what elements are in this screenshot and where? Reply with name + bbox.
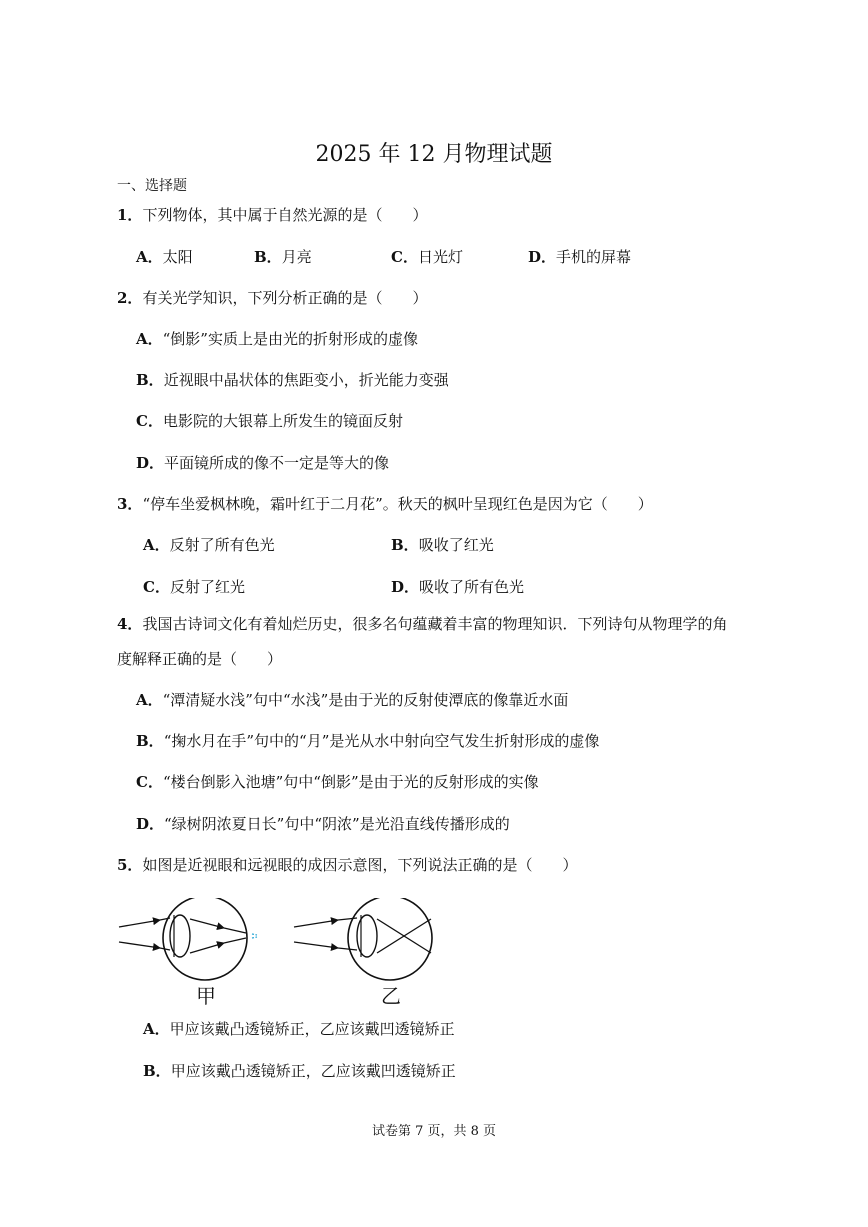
question-number: 5． [117, 856, 143, 874]
option-label: A． [143, 1020, 170, 1038]
question-number: 1． [117, 206, 143, 224]
option-label: D． [136, 815, 165, 833]
option-label: B． [136, 732, 164, 750]
figure-label-right: 乙 [381, 984, 401, 1008]
option-label: C． [143, 578, 170, 596]
option-text: 甲应该戴凸透镜矫正，乙应该戴凹透镜矫正 [170, 1062, 456, 1080]
option-text: 平面镜所成的像不一定是等大的像 [164, 454, 390, 472]
ray-right-top-in [294, 920, 338, 927]
question-5 [117, 855, 577, 875]
question-1 [117, 205, 427, 225]
option-text: 反射了所有色光 [169, 536, 275, 554]
option-4c [136, 772, 539, 792]
option-label: B． [254, 248, 282, 266]
option-label: C． [136, 412, 163, 430]
option-1d [528, 247, 631, 267]
option-label: A． [136, 330, 163, 348]
option-label: A． [136, 248, 163, 266]
option-label: D． [391, 578, 420, 596]
option-label: C． [391, 248, 418, 266]
option-label: B． [143, 1062, 171, 1080]
question-4-line-2: 度解释正确的是（ ） [117, 650, 283, 668]
option-5b [143, 1061, 456, 1081]
question-3 [117, 494, 653, 514]
option-label: D． [528, 248, 557, 266]
option-label: B． [136, 371, 164, 389]
figure-label-left: 甲 [196, 984, 216, 1008]
option-label: B． [391, 536, 419, 554]
option-text: 甲应该戴凸透镜矫正，乙应该戴凹透镜矫正 [169, 1020, 455, 1038]
lens-left [170, 915, 190, 957]
question-text: 有关光学知识，下列分析正确的是（ ） [142, 289, 428, 307]
focus-mark-top [252, 934, 257, 935]
option-3d [391, 577, 524, 597]
option-text: 太阳 [162, 248, 193, 266]
option-1c [391, 247, 463, 267]
option-text: “倒影”实质上是由光的折射形成的虚像 [162, 330, 418, 348]
question-text: “停车坐爱枫林晚，霜叶红于二月花”。秋天的枫叶呈现红色是因为它（ ） [142, 495, 653, 513]
option-label: C． [136, 773, 163, 791]
ray-left-top-out-2 [224, 928, 246, 933]
option-text: 吸收了红光 [418, 536, 494, 554]
question-4 [117, 614, 727, 634]
option-2b [136, 370, 449, 390]
eyeball-left [163, 898, 247, 980]
option-3c [143, 577, 245, 597]
option-4a [136, 690, 568, 710]
ray-left-top-out [190, 919, 224, 928]
option-text: “掬水月在手”句中的“月”是光从水中射向空气发生折射形成的虚像 [163, 732, 600, 750]
question-number: 4． [117, 615, 143, 633]
option-text: 吸收了所有色光 [419, 578, 525, 596]
option-3b [391, 535, 494, 555]
lens-right [357, 915, 377, 957]
ray-left-top-in-2 [160, 918, 170, 920]
ray-left-top-in [119, 920, 160, 927]
question-2 [117, 288, 427, 308]
eye-diagram-right [294, 898, 432, 980]
question-text: 我国古诗词文化有着灿烂历史，很多名句蕴藏着丰富的物理知识．下列诗句从物理学的角 [142, 615, 728, 633]
ray-left-bottom-out-2 [224, 938, 246, 943]
option-label: A． [136, 691, 163, 709]
eye-diagram-left [119, 898, 257, 980]
eye-diagrams-figure [112, 898, 452, 1010]
ray-right-bottom-in [294, 942, 338, 948]
option-3a [143, 535, 275, 555]
page-title: 2025 年 12 月物理试题 [315, 142, 553, 167]
page-footer: 试卷第 7 页，共 8 页 [371, 1124, 497, 1139]
option-text: 手机的屏幕 [556, 248, 632, 266]
ray-left-bottom-out [190, 943, 224, 953]
focus-mark-bottom [252, 937, 257, 938]
option-text: “绿树阴浓夏日长”句中“阴浓”是光沿直线传播形成的 [164, 815, 510, 833]
option-4d [136, 814, 510, 834]
option-text: 日光灯 [417, 248, 463, 266]
option-text: 反射了红光 [169, 578, 245, 596]
option-text: 电影院的大银幕上所发生的镜面反射 [162, 412, 403, 430]
option-text: “潭清疑水浅”句中“水浅”是由于光的反射使潭底的像靠近水面 [162, 691, 569, 709]
option-2d [136, 453, 389, 473]
question-text: 下列物体，其中属于自然光源的是（ ） [142, 206, 428, 224]
ray-right-top-in-2 [338, 918, 357, 920]
option-4b [136, 731, 599, 751]
option-2c [136, 411, 403, 431]
option-2a [136, 329, 418, 349]
ray-right-bottom-in-2 [338, 948, 357, 950]
option-text: 近视眼中晶状体的焦距变小，折光能力变强 [163, 371, 449, 389]
option-label: A． [143, 536, 170, 554]
option-label: D． [136, 454, 165, 472]
question-number: 2． [117, 289, 143, 307]
question-number: 3． [117, 495, 143, 513]
option-text: “楼台倒影入池塘”句中“倒影”是由于光的反射形成的实像 [162, 773, 539, 791]
section-heading: 一、选择题 [117, 178, 187, 194]
ray-left-bottom-in [119, 942, 160, 948]
option-1a [136, 247, 193, 267]
question-text: 如图是近视眼和远视眼的成因示意图，下列说法正确的是（ ） [142, 856, 578, 874]
option-5a [143, 1019, 455, 1039]
option-1b [254, 247, 312, 267]
option-text: 月亮 [281, 248, 312, 266]
